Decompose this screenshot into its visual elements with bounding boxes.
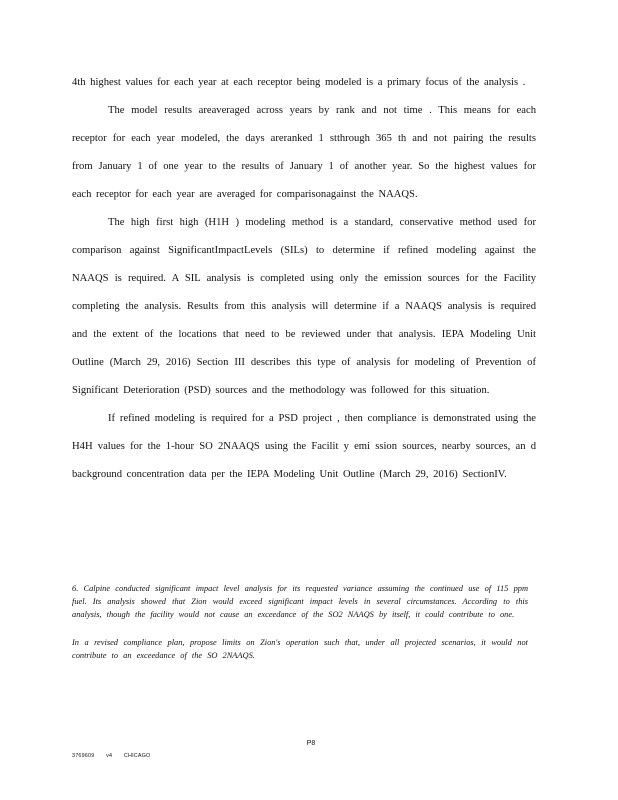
paragraph-model-results: The model results areaveraged across years by rank and not time . This means for each receptor for each year modeled, the days areranked 1 stthrough 365 th and not pairing the results from January 1 of one year to the results of January 1 of another year. So the highest values for each receptor for each year are averaged for comparisonagainst the NAAQS.: [72, 105, 536, 200]
footnote-revised-plan: In a revised compliance plan, propose limits on Zion's operation such that, under all projected scenarios, it would not contribute to an exceedance of the SO 2NAAQS.: [72, 637, 528, 660]
footer-doc-id: 3769609: [72, 753, 95, 759]
page-number: P8: [306, 740, 316, 747]
body-text: [72, 69, 536, 489]
paragraph-continuation: 4th highest values for each year at each receptor being modeled is a primary focus of the analysis .: [72, 77, 526, 88]
footer-version: v4: [106, 753, 113, 759]
paragraph-h1h-method: The high first high (H1H ) modeling method is a standard, conservative method used for comparison against SignificantImpactLevels (SILs) to determine if refined modeling against the NAAQS is required. A SIL analysis is completed using only the emission sources for the Facility completing the analysis. Results from this analysis will determine if a NAAQS analysis is required and the extent of the locations that need to be reviewed under that analysis. IEPA Modeling Unit Outline (March 29, 2016) Section III describes this type of analysis for modeling of Prevention of Significant Deterioration (PSD) sources and the methodology was followed for this situation.: [72, 217, 536, 396]
footnotes: [72, 582, 528, 662]
paragraph-refined-modeling: If refined modeling is required for a PSD project , then compliance is demonstrated using the H4H values for the 1-hour SO 2NAAQS using the Facilit y emi ssion sources, nearby sources, an d background concentration data per the IEPA Modeling Unit Outline (March 29, 2016) SectionIV.: [72, 413, 536, 480]
footer-office: CHICAGO: [123, 753, 151, 759]
document-footer: [72, 753, 150, 759]
footnote-calpine: 6. Calpine conducted significant impact level analysis for its requested variance assuming the continued use of 115 ppm fuel. Its analysis showed that Zion would exceed significant impact levels in several circumstances. According to this analysis, though the facility would not cause an exceedance of the SO2 NAAQS by itself, it could contribute to one.: [72, 584, 528, 620]
